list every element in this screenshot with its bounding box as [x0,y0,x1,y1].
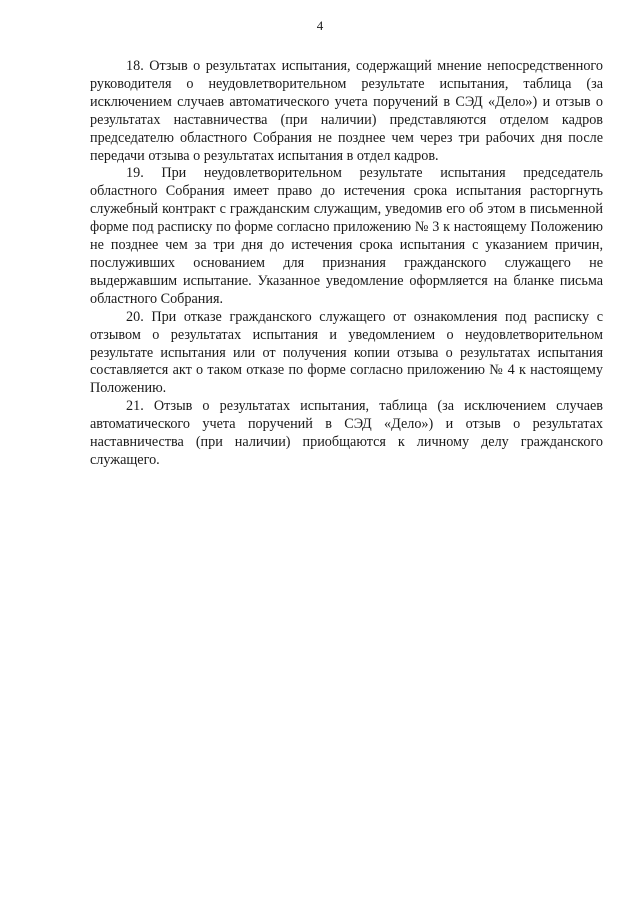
page-number: 4 [316,18,324,33]
paragraph-19: 19. При неудовлетворительном результате испытания председатель областного Собрания имеет право до истечения срока испытания расторгнуть служебный контракт с гражданским служащим, уведомив его об этом в письменной форме под расписку по форме согласно приложению № 3 к настоящему Положению не позднее чем за три дня до истечения срока испытания с указанием причин, послуживших основанием для признания гражданского служащего не выдержавшим испытание. Указанное уведомление оформляется на бланке письма областного Собрания. [90,165,603,307]
paragraph-18: 18. Отзыв о результатах испытания, содержащий мнение непосредственного руководителя о неудовлетворительном результате испытания, таблица (за исключением случаев автоматического учета поручений в СЭД «Дело») и отзыв о результатах наставничества (при наличии) представляются отделом кадров председателю областного Собрания не позднее чем через три рабочих дня после передачи отзыва о результатах испытания в отдел кадров. [90,58,603,164]
paragraph-20: 20. При отказе гражданского служащего от ознакомления под расписку с отзывом о результатах испытания и уведомлением о неудовлетворительном результате испытания или от получения копии отзыва о результатах испытания составляется акт о таком отказе по форме согласно приложению № 4 к настоящему Положению. [90,308,603,397]
paragraph-21: 21. Отзыв о результатах испытания, таблица (за исключением случаев автоматического учета поручений в СЭД «Дело») и отзыв о результатах наставничества (при наличии) приобщаются к личному делу гражданского служащего. [90,398,603,468]
document-body [90,58,603,470]
